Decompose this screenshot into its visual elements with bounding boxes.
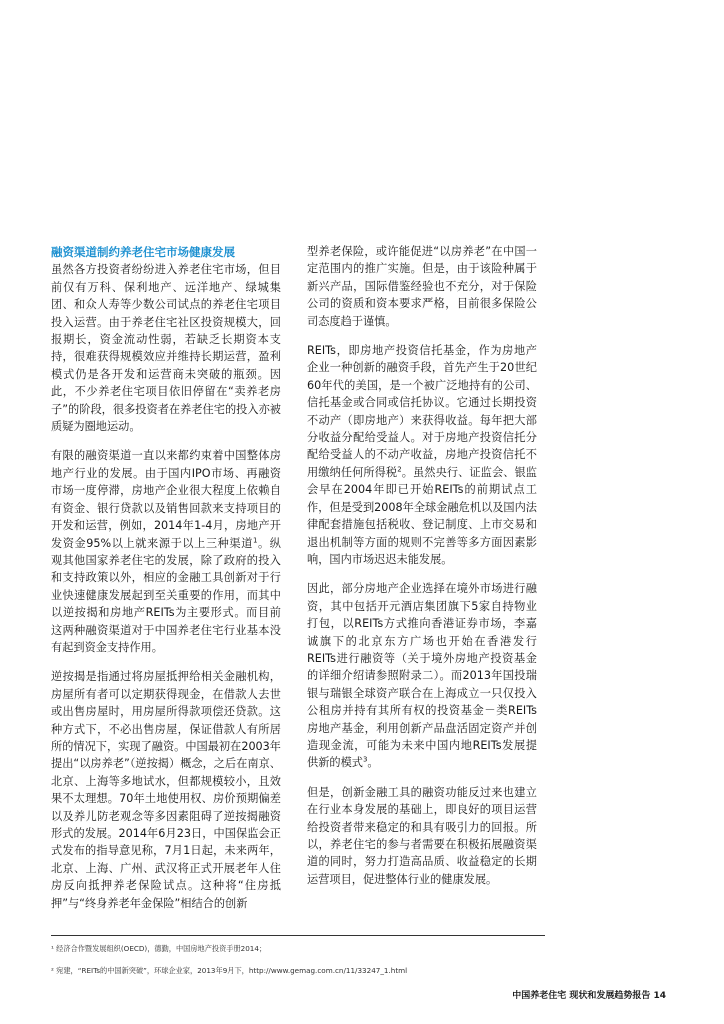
- footer-title: 中国养老住宅 现状和发展趋势报告: [512, 991, 651, 1001]
- paragraph: [51, 447, 281, 656]
- paragraph: 逆按揭是指通过将房屋抵押给相关金融机构，房屋所有者可以定期获得现金，在借款人去世或出售房屋时，用房屋所得款项偿还贷款。这种方式下，不必出售房屋，保证借款人有所居所的情况下，实现了融资。中国最初在2003年提出“以房养老”（逆按揭）概念，之后在南京、北京、上海等多地试水，但都规模较小，且效果不太理想。70年土地使用权、房价预期偏差以及养儿防老观念等多因素阻碍了逆按揭融资形式的发展。2014年6月23日，中国保监会正式发布的指导意见称，7月1日起，未来两年，北京、上海、广州、武汉将正式开展老年人住房反向抵押养老保险试点。这种将“住房抵押”与“终身养老年金保险”相结合的创新: [51, 670, 281, 910]
- left-column: [51, 244, 281, 924]
- footnote: ² 宛建，“REITs的中国新突破”，环球企业家，2013年9月下，http://www.gemag.com.cn/11/33247_1.html: [51, 966, 408, 975]
- footnote: ¹ 经济合作暨发展组织(OECD)，德勤，中国房地产投资手册2014；: [51, 944, 267, 953]
- paragraph: [307, 342, 537, 568]
- footnote-divider: [51, 935, 545, 936]
- paragraph: 虽然各方投资者纷纷进入养老住宅市场，但目前仅有万科、保利地产、远洋地产、绿城集团、和众人寿等少数公司试点的养老住宅项目投入运营。由于养老住宅社区投资规模大，回报期长，资金流动性弱，若缺乏长期资本支持，很难获得规模效应并维持长期运营，盈利模式仍是各开发和运营商未突破的瓶颈。因此，不少养老住宅项目依旧停留在“卖养老房子”的阶段，很多投资者在养老住宅的投入亦被质疑为圈地运动。: [51, 263, 281, 434]
- paragraph-text: 有限的融资渠道一直以来都约束着中国整体房地产行业的发展。由于国内IPO市场、再融资市场一度停滞，房地产企业很大程度上依赖自有资金、银行贷款以及销售回款来支持项目的开发和运营，例如，2014年1-4月，房地产开发资金95%以上就来源于以上三种渠道: [51, 449, 281, 550]
- paragraph-text: 。: [367, 756, 379, 770]
- page-number: 14: [653, 991, 666, 1001]
- section-heading: 融资渠道制约养老住宅市场健康发展: [51, 245, 235, 259]
- footnote-ref: 2: [397, 465, 402, 474]
- paragraph-text: 。虽然央行、证监会、银监会早在2004年即已开始REITs的前期试点工作，但是受到2008年全球金融危机以及国内法律配套措施包括税收、登记制度、上市交易和退出机制等方面的规则不完善等多方面因素影响，国内市场迟迟未能发展。: [307, 465, 537, 566]
- paragraph: [307, 580, 537, 771]
- footnote-ref: 1: [252, 535, 258, 544]
- right-column: [307, 243, 537, 900]
- paragraph-text: 因此，部分房地产企业选择在境外市场进行融资，其中包括开元酒店集团旗下5家自持物业打包，以REITs方式推向香港证券市场，李嘉诚旗下的北京东方广场也开始在香港发行REITs进行融资等（关于境外房地产投资基金的详细介绍请参照附录二）。而2013年国投瑞银与瑞银全球资产联合在上海成立一只仅投入公租房并持有其所有权的投资基金－类REITs房地产基金，利用创新产品盘活固定资产并创造现金流，可能为未来中国内地REITs发展提供新的模式: [307, 582, 537, 770]
- paragraph-text: REITs，即房地产投资信托基金，作为房地产企业一种创新的融资手段，首先产生于20世纪60年代的美国，是一个被广泛地持有的公司、信托基金或合同或信托协议。它通过长期投资不动产（即房地产）来获得收益。每年把大部分收益分配给受益人。对于房地产投资信托分配给受益人的不动产收益，房地产投资信托不用缴纳任何所得税: [307, 344, 537, 479]
- paragraph: 但是，创新金融工具的融资功能反过来也建立在行业本身发展的基础上，即良好的项目运营给投资者带来稳定的和具有吸引力的回报。所以，养老住宅的参与者需要在积极拓展融资渠道的同时，努力打造高品质、收益稳定的长期运营项目，促进整体行业的健康发展。: [307, 785, 537, 886]
- paragraph: 型养老保险，或许能促进“以房养老”在中国一定范围内的推广实施。但是，由于该险种属于新兴产品，国际借鉴经验也不充分，对于保险公司的资质和资本要求严格，目前很多保险公司态度趋于谨慎。: [307, 245, 537, 328]
- paragraph-text: 。纵观其他国家养老住宅的发展，除了政府的投入和支持政策以外，相应的金融工具创新对于行业快速健康发展起到至关重要的作用，而其中以逆按揭和房地产REITs为主要形式。而目前这两种融资渠道对于中国养老住宅行业基本没有起到资金支持作用。: [51, 536, 281, 654]
- page-footer: [512, 988, 666, 1001]
- footnotes: [51, 944, 611, 988]
- footnote-ref: 3: [362, 755, 368, 764]
